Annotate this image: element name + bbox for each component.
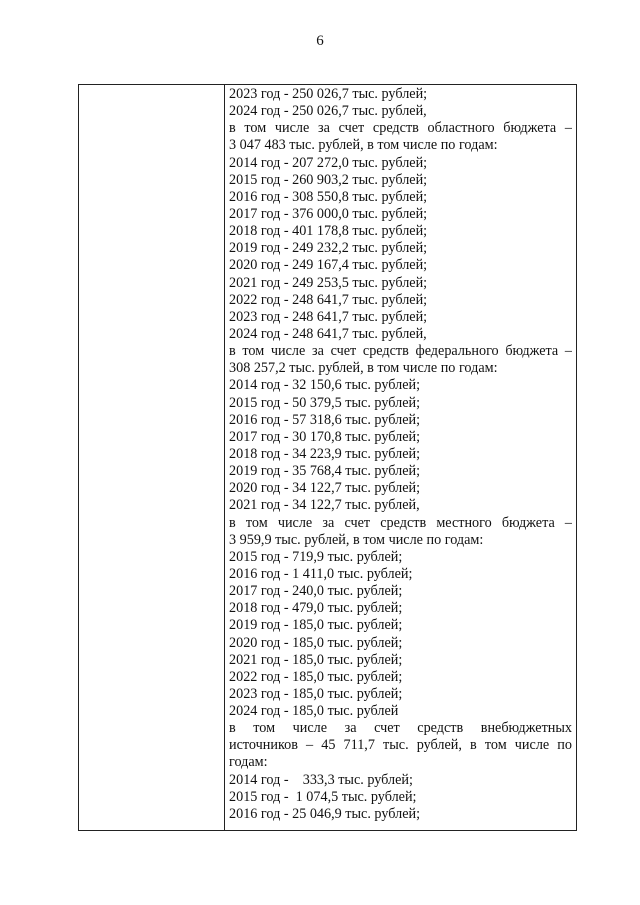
text-line: 2014 год - 207 272,0 тыс. рублей;	[229, 154, 428, 171]
table-right-cell	[225, 85, 576, 830]
text-line: 2014 год - 32 150,6 тыс. рублей;	[229, 377, 421, 394]
text-line: 2019 год - 249 232,2 тыс. рублей;	[229, 240, 428, 257]
text-line: 2020 год - 249 167,4 тыс. рублей;	[229, 257, 428, 274]
budget-table	[78, 84, 577, 831]
text-line: источников – 45 711,7 тыс. рублей, в том числе по	[229, 737, 572, 754]
text-line: 2016 год - 1 411,0 тыс. рублей;	[229, 565, 413, 582]
text-line: 3 959,9 тыс. рублей, в том числе по годам:	[229, 531, 484, 548]
text-line: 308 257,2 тыс. рублей, в том числе по годам:	[229, 360, 498, 377]
text-line: 2018 год - 401 178,8 тыс. рублей;	[229, 223, 428, 240]
text-line: 2022 год - 185,0 тыс. рублей;	[229, 668, 403, 685]
text-line: годам:	[229, 754, 268, 771]
text-line: в том числе за счет средств местного бюджета –	[229, 514, 572, 531]
text-line: 2017 год - 376 000,0 тыс. рублей;	[229, 205, 428, 222]
text-line: 2024 год - 248 641,7 тыс. рублей,	[229, 325, 427, 342]
text-line: 2015 год - 50 379,5 тыс. рублей;	[229, 394, 421, 411]
text-line: 2015 год - 260 903,2 тыс. рублей;	[229, 171, 428, 188]
text-line: 2017 год - 240,0 тыс. рублей;	[229, 583, 403, 600]
text-line: в том числе за счет средств внебюджетных	[229, 720, 572, 737]
text-line: 2023 год - 250 026,7 тыс. рублей;	[229, 86, 428, 102]
text-line: 2021 год - 185,0 тыс. рублей;	[229, 651, 403, 668]
text-line: 2019 год - 185,0 тыс. рублей;	[229, 617, 403, 634]
text-line: 2017 год - 30 170,8 тыс. рублей;	[229, 428, 421, 445]
text-line: 2024 год - 185,0 тыс. рублей	[229, 703, 399, 720]
text-line: в том числе за счет средств областного бюджета –	[229, 120, 572, 137]
page-number: 6	[316, 33, 324, 49]
text-line: 2018 год - 479,0 тыс. рублей;	[229, 600, 403, 617]
text-line: 2022 год - 248 641,7 тыс. рублей;	[229, 291, 428, 308]
text-line: 2018 год - 34 223,9 тыс. рублей;	[229, 445, 421, 462]
text-line: 2020 год - 34 122,7 тыс. рублей;	[229, 480, 421, 497]
text-line: 2021 год - 34 122,7 тыс. рублей,	[229, 497, 420, 514]
text-line: 2023 год - 185,0 тыс. рублей;	[229, 685, 403, 702]
text-line: 2014 год - 333,3 тыс. рублей;	[229, 771, 413, 788]
text-line: 2015 год - 1 074,5 тыс. рублей;	[229, 788, 417, 805]
table-left-cell	[79, 85, 225, 830]
text-line: 2015 год - 719,9 тыс. рублей;	[229, 548, 403, 565]
text-line: в том числе за счет средств федерального бюджета –	[229, 343, 572, 360]
text-line: 2024 год - 250 026,7 тыс. рублей,	[229, 103, 427, 120]
text-line: 2019 год - 35 768,4 тыс. рублей;	[229, 463, 421, 480]
text-line: 2016 год - 308 550,8 тыс. рублей;	[229, 188, 428, 205]
text-line: 2021 год - 249 253,5 тыс. рублей;	[229, 274, 428, 291]
text-line: 2023 год - 248 641,7 тыс. рублей;	[229, 308, 428, 325]
text-line: 2016 год - 57 318,6 тыс. рублей;	[229, 411, 421, 428]
text-line: 3 047 483 тыс. рублей, в том числе по годам:	[229, 137, 498, 154]
text-line: 2020 год - 185,0 тыс. рублей;	[229, 634, 403, 651]
text-line: 2016 год - 25 046,9 тыс. рублей;	[229, 805, 421, 822]
